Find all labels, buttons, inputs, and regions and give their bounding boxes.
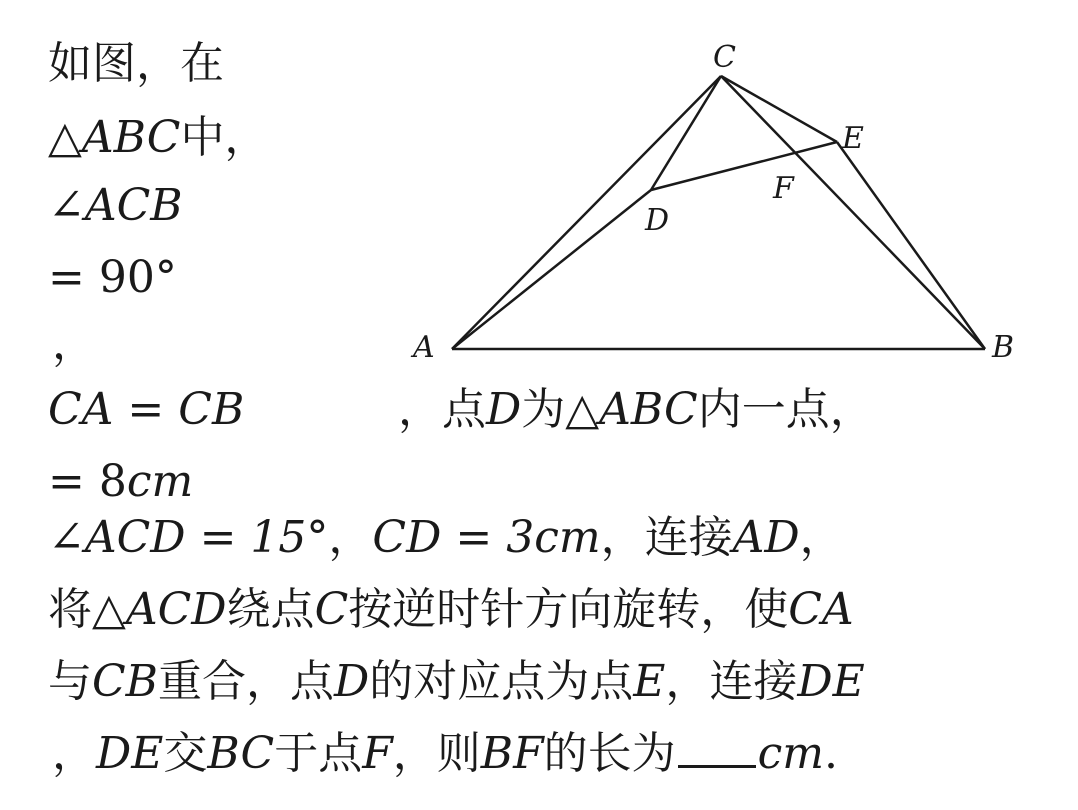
segment-cb <box>721 76 985 349</box>
label-d: D <box>645 203 670 238</box>
angle-acd: ∠ACD = 15° <box>48 512 329 563</box>
text-line-9 <box>48 584 854 636</box>
zh-text: ，连接 <box>600 512 733 563</box>
zh-text: 于点 <box>274 728 363 779</box>
zh-text: 重合，点 <box>158 656 334 707</box>
zh-text: 的对应点为点 <box>369 656 634 707</box>
segment-ca: CA <box>788 584 854 635</box>
point-c: C <box>314 584 349 635</box>
text-line-6 <box>48 384 874 436</box>
segment-de: DE <box>797 656 865 707</box>
comma: ， <box>52 318 96 369</box>
zh-text: ，连接 <box>665 656 798 707</box>
length-value: = 8 <box>48 456 127 507</box>
zh-text: 与 <box>48 656 92 707</box>
point-f: F <box>362 728 393 779</box>
segment-ac <box>452 76 721 349</box>
triangle-acd: ACD <box>125 584 227 635</box>
text-line-2 <box>48 112 268 164</box>
zh-text: ，则 <box>392 728 481 779</box>
segment-ad: AD <box>732 512 800 563</box>
zh-text: 将 <box>48 584 92 635</box>
zh-text: 交 <box>163 728 208 779</box>
triangle-symbol: △ <box>48 112 82 163</box>
zh-text: ， <box>52 728 96 779</box>
unit-cm: cm <box>126 456 194 507</box>
segment-de: DE <box>96 728 164 779</box>
period: . <box>824 728 839 779</box>
text-line-11 <box>52 728 838 780</box>
label-c: C <box>713 40 736 75</box>
answer-blank <box>678 757 756 768</box>
triangle-abc: ABC <box>599 384 698 435</box>
label-b: B <box>992 330 1015 365</box>
unit-cm: cm <box>534 512 601 563</box>
segment-cd <box>651 76 721 190</box>
segment-ce <box>721 76 837 142</box>
segment-cb: CB <box>92 656 158 707</box>
zh-text: 内一点， <box>697 384 874 435</box>
angle-acb: ∠ACB <box>48 180 183 231</box>
text-line-1 <box>48 38 224 90</box>
point-d: D <box>334 656 370 707</box>
triangle-symbol: △ <box>565 384 600 435</box>
triangle-symbol: △ <box>92 584 126 635</box>
zh-text: 的长为 <box>543 728 676 779</box>
text-line-10 <box>48 656 865 708</box>
zh-text: 中， <box>180 112 269 163</box>
point-e: E <box>633 656 666 707</box>
segment-ad <box>452 190 651 349</box>
text-line-3 <box>48 180 183 232</box>
zh-text: 绕点 <box>226 584 315 635</box>
text-line-5 <box>52 318 96 370</box>
segment-bf: BF <box>480 728 544 779</box>
angle-value: = 90° <box>48 252 177 303</box>
label-a: A <box>413 330 435 365</box>
unit-cm: cm <box>757 728 825 779</box>
zh-text: ， <box>799 512 844 563</box>
segment-bc: BC <box>207 728 275 779</box>
intro-text: 如图，在 <box>48 38 224 89</box>
segment-eb <box>837 142 985 349</box>
zh-text: ，点 <box>398 384 486 435</box>
zh-text: ， <box>328 512 373 563</box>
text-line-8 <box>48 512 844 564</box>
text-line-7 <box>48 456 193 508</box>
ca-eq-cb: CA = CB <box>48 384 245 435</box>
triangle-abc: ABC <box>81 112 181 163</box>
zh-text: 为 <box>521 384 566 435</box>
label-f: F <box>773 171 794 206</box>
point-d: D <box>486 384 522 435</box>
label-e: E <box>842 121 864 156</box>
text-line-4 <box>48 252 177 304</box>
geometry-figure <box>395 30 1035 370</box>
zh-text: 按逆时针方向旋转，使 <box>348 584 789 635</box>
cd-length: CD = 3 <box>372 512 535 563</box>
